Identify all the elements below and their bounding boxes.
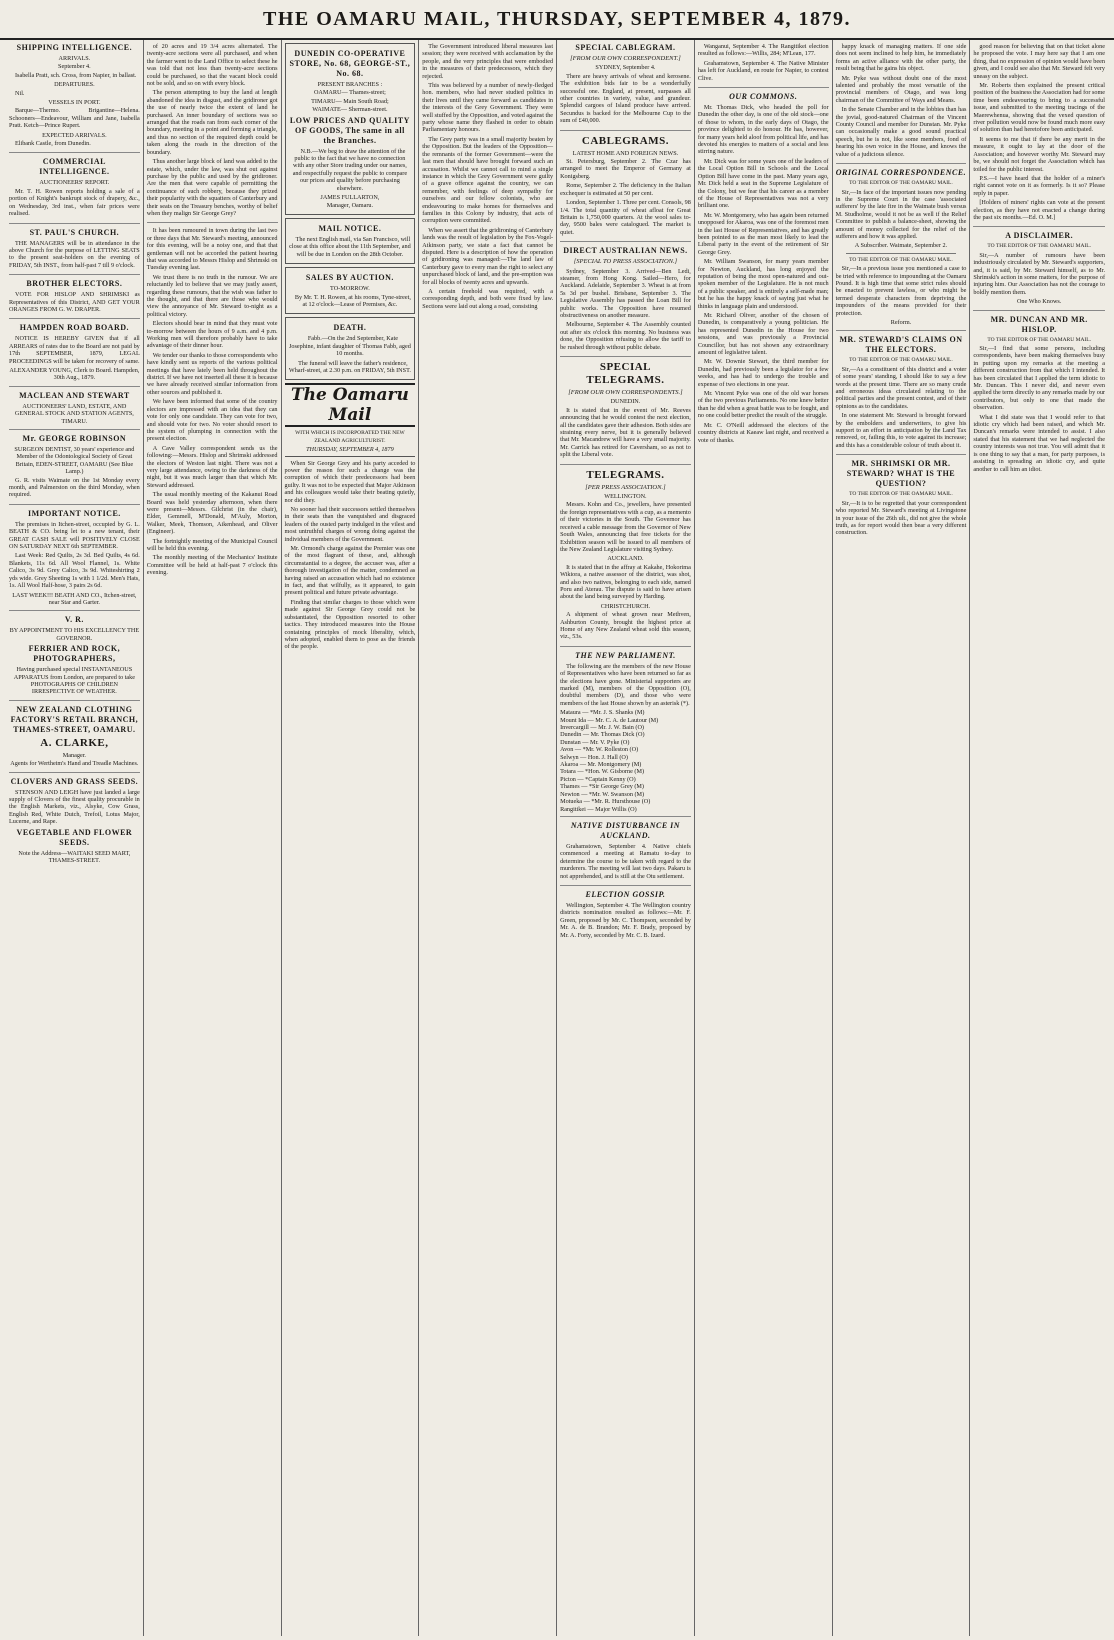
masthead-title: THE OAMARU MAIL, THURSDAY, SEPTEMBER 4, 1879. xyxy=(263,7,851,30)
hampden-heading: HAMPDEN ROAD BOARD. xyxy=(19,323,130,333)
appointment-text: BY APPOINTMENT TO HIS EXCELLENCY THE GOVERNOR. xyxy=(9,627,140,642)
vote-text: VOTE FOR HISLOP AND SHRIMSKI as Representatives of this District, AND GET YOUR ORANGES FROM G. W. DRAPER. xyxy=(9,291,140,313)
disclaimer-signature: One Who Knows. xyxy=(1016,298,1062,306)
member-entry: Mataura — *Mr. J. S. Shanks (M) xyxy=(560,709,645,717)
st-pauls-ad xyxy=(9,228,140,276)
election-results xyxy=(698,43,829,88)
robinson-ad xyxy=(9,434,140,505)
to-editor-2: TO THE EDITOR OF THE OAMARU MAIL. xyxy=(849,256,953,263)
direct-news xyxy=(560,246,691,357)
masthead xyxy=(0,0,1114,40)
vr-mark: V. R. xyxy=(64,615,84,625)
vessels-text: Barque—Thermo. Brigantine—Helena. Schooners—Endeavour, William and Jane, Isabella Pratt. Ketch—Prince Rupert. xyxy=(9,107,140,130)
special-cablegram xyxy=(560,43,691,131)
last-week-tail: LAST WEEK!!! BEATH AND CO., Itchen-street, near Star and Garter. xyxy=(12,591,137,606)
disclaimer xyxy=(973,231,1105,310)
vessels-heading: VESSELS IN PORT. xyxy=(48,99,101,107)
maclean-heading: MACLEAN AND STEWART xyxy=(19,390,130,400)
commons-para-7: Mr. Vincent Pyke was one of the old war horses of the two previous Parliaments. No one knew better than he did when a great battle was to be fought, and no one could better predict the result of the struggle. xyxy=(697,390,829,420)
result-para-2: Grahamstown, September 4. The Native Minister has left for Auckland, en route for Napier, to contest Clive. xyxy=(697,59,829,82)
letter-2: Sir,—In a previous issue you mentioned a case to be tried with reference to impounding at the Oamaru Pound. It is high time that some strict rules should be enacted to prevent lawless, or who might be termed desperate characters from depriving the impounders of the means provided for their protection. xyxy=(835,265,967,317)
special-telegrams-sub: [FROM OUR OWN CORRESPONDENTS.] xyxy=(568,389,683,396)
branch-oamaru: OAMARU— Thames-street; xyxy=(313,89,386,97)
coop-store-ad xyxy=(285,43,416,215)
dunedin-text: It is stated that in the event of Mr. Reeves announcing that he would contest the next election, all the candidates gave their adhesion. Both sides are straining every nerve, but it is generally believed that Mr. Macandrew will have a very small majority. Mr. Carrick has retired for Caversham, so as not to split the Liberal vote. xyxy=(560,406,691,459)
editorial-continued xyxy=(147,43,278,223)
seeds-ad xyxy=(9,777,140,869)
letter-4: Sir,—It is to be regretted that your correspondent who reported Mr. Steward's meeting at Livingstone in your issue of the 26th ult., did not give the whole truth, as for report would then bear a very different construction. xyxy=(835,499,967,537)
arrivals-date: September 4. xyxy=(58,63,91,71)
wellington-heading: WELLINGTON. xyxy=(604,493,647,501)
sales-notice xyxy=(285,267,416,314)
commons-para-4: Mr. William Swanson, for many years member for Newton, Auckland, has long enjoyed the reputation of being the most open-natured and out-spoken member of the Legislature. He is not much of a public speaker, and is entirely a self-made man; but he has the happy knack of saying just what he thinks in language plain and understood. xyxy=(697,258,829,310)
cable-text-3: London, September 1. Three per cent. Consols, 98 1/4. The total quantity of wheat afloat for Great Britain is 1,750,000 quarters. At the wool sales to-day, 9500 bales were catalogued. The market is quiet. xyxy=(560,199,691,236)
letter-3: Sir,—As a constituent of this district and a voter of some years' standing, I should like to say a few words at the present time. There are so many crude and erroneous ideas circulated relating to the political parties and the present contest, and of their opinions as to the candidates. xyxy=(835,365,967,410)
cable-text-1: St. Petersburg, September 2. The Czar has arranged to meet the Emperor of Germany at Konigsberg. xyxy=(560,158,691,180)
duncan-heading: MR. DUNCAN AND MR. HISLOP. xyxy=(990,314,1088,334)
result-para-1: Wanganui, September 4. The Rangitikei election resulted as follows:—Willis, 284; M'Lean, 177. xyxy=(697,43,829,58)
direct-heading: DIRECT AUSTRALIAN NEWS. xyxy=(563,246,688,256)
expected-heading: EXPECTED ARRIVALS. xyxy=(42,131,107,139)
member-entry: Mount Ida — Mr. C. A. de Lautour (M) xyxy=(560,716,659,724)
local-news xyxy=(147,227,278,581)
mail-notice-text: The next English mail, via San Francisco, will close at this office about the 11th September, and will be due in London on the 28th October. xyxy=(289,235,411,258)
commons-para-5: Mr. Richard Oliver, another of the chosen of Dunedin, is comparatively a young politician. He has represented Dunedin in the House for two sessions, and was previously a Provincial Councillor, but has not shown any extraordinary amount of legislative talent. xyxy=(697,312,829,357)
death-heading: DEATH. xyxy=(333,323,367,333)
to-editor-3: TO THE EDITOR OF THE OAMARU MAIL. xyxy=(849,357,953,364)
editorial-para-2: The person attempting to buy the land at length abandoned the idea in disgust, and the gridironer got the use of nearly twice the extent of land he purchased. An inner boundary of sections was so arranged that the roads ran from each corner of the boundary, meeting in a point and forming a triangle, and thus no section of the required depth could be taken along the roads in the direction of the boundary. xyxy=(146,89,278,156)
news-para-9: The monthly meeting of the Mechanics' Institute Committee will be held at half-past 7 o'clock this evening. xyxy=(146,554,278,577)
leader-article xyxy=(285,460,416,656)
letter-1: Sir,—In face of the important issues now pending in the Supreme Court in the case 'associated sufferers' by the late fire in the Waimate bush versus M. Studholme, would it not be as well if the Relief Committee to publish a balance-sheet, showing the amount of money collected for the relief of the sufferers and how it was applied. xyxy=(835,188,967,240)
editor-reply: [Holders of miners' rights can vote at the present election, as they have not enacted a change during the past six months.—Ed. O. M.] xyxy=(973,199,1105,221)
column-8 xyxy=(970,40,1108,1636)
cablegrams xyxy=(560,135,691,242)
maclean-ad xyxy=(9,391,140,430)
member-entry: Dunedin — Mr. Thomas Dick (O) xyxy=(560,731,645,739)
clarke-name: A. CLARKE, xyxy=(40,736,109,749)
special-telegrams-heading: SPECIAL TELEGRAMS. xyxy=(586,361,665,386)
disclaimer-text: Sir,—A number of rumours have been industriously circulated by Mr. Steward's supporters, and, it is said, by Mr. Steward himself, as to Mr. Shrimski's action in some matters, for the purpose of injuring him. Our Association has not the courage to boldly mention them. xyxy=(973,251,1105,296)
auckland-text: It is stated that in the affray at Kakahe, Hokorima Wikiora, a native assessor of the district, was shot, and also two natives, belonging to each side, named Poru and Aterau. The dispute is said to have arisen about the land being surveyed by Harding. xyxy=(560,563,691,601)
leader-para-5: The Government introduced liberal measures last session; they were received with acclamation by the people, and the very principles that were embodied in the measures of their predecessors, which they rejected. xyxy=(422,43,554,80)
member-entry: Akaroa — Mr. Montgomery (M) xyxy=(560,761,642,769)
fullarton-role: Manager, Oamaru. xyxy=(326,202,374,210)
member-entry: Newton — *Mr. W. Swanson (M) xyxy=(560,790,645,798)
death-notice xyxy=(285,317,416,380)
draper-ad xyxy=(9,279,140,319)
robinson-heading: Mr. GEORGE ROBINSON xyxy=(22,434,127,443)
column-4 xyxy=(419,40,557,1636)
clothing-ad xyxy=(9,705,140,773)
beath-ad xyxy=(9,509,140,611)
new-parliament xyxy=(560,651,691,817)
robinson-text: SURGEON DENTIST, 30 years' experience and Member of the Odontological Society of Great Britain, EDEN-STREET, OAMARU (See Blue Lamp.) xyxy=(14,446,135,476)
original-correspondence xyxy=(836,168,967,331)
commons-para-3: Mr. W. Montgomery, who has again been returned unopposed for Akaroa, was one of the foremost men in the last House of Representatives, and has greatly been pointed to as the man most likely to lead the Liberal party in the event of the retirement of Sir George Grey. xyxy=(697,211,829,256)
news-para-7: The usual monthly meeting of the Kakanui Road Board was held yesterday afternoon, when there were present—Messrs. Gilchrist (in the chair), Elder, Gemmell, M'Donald, M'Auly, Morton, Walker, Meek, Thomson, Aikenhead, and Oliver (Engineer). xyxy=(146,491,278,536)
our-commons-heading: OUR COMMONS. xyxy=(729,92,798,102)
departures-heading: DEPARTURES. xyxy=(54,81,95,89)
members-list xyxy=(560,709,691,813)
low-prices: LOW PRICES AND QUALITY OF GOODS, The same in all the Branches. xyxy=(289,115,410,145)
hampden-signature: ALEXANDER YOUNG, Clerk to Board. Hampden, 30th Aug., 1879. xyxy=(9,366,140,382)
arrivals-text: Isabella Pratt, sch. Cross, from Napier, in ballast. xyxy=(15,71,137,79)
editorial-para-1: of 20 acres and 19 3/4 acres alternated. The twenty-acre sections were all purchased, and when the farmer went to the Land Office to select these he was told that not less than twenty-acre sections could be purchased, so that the vacant block could not be sold, and so on with every block. xyxy=(146,43,278,88)
nameplate-subtitle: WITH WHICH IS INCORPORATED THE NEW ZEALAND AGRICULTURIST. xyxy=(295,430,405,444)
commons-para-2: Mr. Dick was for some years one of the leaders of the Local Option Bill in Schools and the Local Option Bill have come in the past. Many years ago, Mr. Dick held a seat in the Supreme Legislature of the Colony, but we fear that his career as a member of the House of Representatives was not a very brilliant one. xyxy=(697,157,829,210)
leader-para-3: Mr. Ormond's charge against the Premier was one of the most flagrant of these, and, although circumstantial to a degree, the accuser was, after a thorough investigation of the matter, condemned as having raised an accusation which had no existence in fact, and that wilfully, as it appeared, to gain present political and future private advantage. xyxy=(284,545,416,597)
commons-para-1: Mr. Thomas Dick, who headed the poll for Dunedin the other day, is one of the old stock—one of those to whom, in the early days of Otago, the province delighted to do honour. He has, however, for many years held aloof from political life, and has devoted his energies to matters of a social and less stirring nature. xyxy=(697,104,829,156)
clothing-heading: NEW ZEALAND CLOTHING FACTORY'S RETAIL BRANCH, THAMES-STREET, OAMARU. xyxy=(10,704,139,734)
leader-para-2: No sooner had their successors settled themselves in their seats than the vanquished and disgraced leaders of the ousted party indulged in the vilest and most untruthful charges of wrong doing against the individual members of the Government. xyxy=(284,506,416,543)
special-cablegram-sub: [FROM OUR OWN CORRESPONDENT.] xyxy=(570,55,681,62)
member-entry: Invercargill — Mr. J. W. Bain (O) xyxy=(560,724,644,732)
letters-continued xyxy=(973,43,1105,227)
auctioneers-heading: AUCTIONEERS' REPORT. xyxy=(39,179,110,187)
sales-heading: SALES BY AUCTION. xyxy=(305,273,394,283)
new-parliament-text: The following are the members of the new House of Representatives who have been returned so far as the elections have gone. Ministerial supporters are marked (M), members of the Opposition (O), doubtful members (D), and those who were members of the last House shown by an asterisk (*). xyxy=(560,662,691,707)
telegrams-heading: TELEGRAMS. xyxy=(586,468,665,481)
fullarton-name: JAMES FULLARTON, xyxy=(320,194,380,202)
news-para-1: It has been rumoured in town during the last two or three days that Mr. Steward's meeting, announced for this evening, will be a noisy one, and that that gentleman will not be accorded the patient hearing that was accorded to Messrs Hislop and Shrimski on Tuesday evening last. xyxy=(146,227,278,272)
new-parliament-heading: THE NEW PARLIAMENT. xyxy=(575,650,676,660)
auctioneers-text: Mr. T. H. Rowen reports holding a sale of a portion of Knight's bankrupt stock of drapery, &c., on Wednesday, 3rd inst., when fair prices were realised. xyxy=(9,187,140,218)
special-cablegram-loc: SYDNEY, September 4. xyxy=(595,64,656,72)
special-telegrams xyxy=(560,361,691,465)
ferrier-text: Having purchased special INSTANTANEOUS APPARATUS from London, are prepared to take PHOTOGRAPHS OF CHILDREN IRRESPECTIVE OF WEATHER. xyxy=(13,666,136,696)
nb-text: N.B.—We beg to draw the attention of the public to the fact that we have no connection with any other Store trading under our names, and respectfully request the public to compare our prices and quality before purchasing elsewhere. xyxy=(292,147,408,192)
brother-electors-heading: BROTHER ELECTORS. xyxy=(26,279,123,289)
direct-text-2: Melbourne, September 4. The Assembly counted out after six o'clock this morning. No business was done, the Opposition refusing to allow the tariff to be rushed through without public debate. xyxy=(560,321,691,351)
member-entry: Totara — *Hon. W. Gisborne (M) xyxy=(560,768,645,776)
last-week-list: Last Week: Red Quilts, 2s 3d. Bed Quilts, 4s 6d. Blankets, 11s 6d. All Wool Flannel, 1s. White Calico, 3s 9d. Grey Calico, 3s 9d. Whiteshirting 2 yds wide. Grey Sheeting 1s with 1 1/2d. Men's Hats, 1s. All Wool Half-hose, 3 pairs 2s 6d. xyxy=(9,552,140,590)
leader-para-4: Finding that similar charges to those which were made against Sir George Grey could not be substantiated, the Opposition resorted to other tactics. They introduced measures into the House containing principles of mock liberality, which, when adopted, enabled them to pose as the friends of the people. xyxy=(284,598,416,651)
letter-cont-3: It seems to me that if there be any merit in the measure, it ought to lay at the door of the Association; and however worthy Mr. Steward may be, we should not forget the Association which has toiled for the public interest. xyxy=(973,135,1105,173)
shipping-section xyxy=(9,43,140,153)
native-disturbance xyxy=(560,821,691,886)
news-para-5: We have been informed that some of the country electors are impressed with an idea that they can vote for only one candidate. They can vote for two, and should vote for two. No voter should resort to the system of plumping in connection with the present election. xyxy=(146,398,278,443)
letter-cont-2: Mr. Roberts then explained the present critical position of the business the Association had for some time been endeavouring to bring to a successful issue, and submitted to the meeting tracings of the Maerewhenua, showing that the vexed question of river pollution would now be found much more easy of solution than had heretofore been anticipated. xyxy=(973,82,1106,134)
cablegrams-heading: CABLEGRAMS. xyxy=(581,134,669,147)
commercial-section xyxy=(9,157,140,223)
mail-notice xyxy=(285,218,416,264)
branch-timaru: TIMARU— Main South Road; xyxy=(311,97,389,105)
news-para-8: The fortnightly meeting of the Municipal Council will be held this evening. xyxy=(146,537,278,552)
maclean-text: AUCTIONEERS' LAND, ESTATE, AND GENERAL STOCK AND STATION AGENTS, TIMARU. xyxy=(14,402,134,425)
leader-para-9: A certain freehold was required, with a corresponding depth, and both were fixed by law. Sections were laid out along a road, consisting xyxy=(422,288,554,310)
ferrier-ad xyxy=(9,615,140,700)
duncan-para-2: What I did state was that I would refer to that idiotic cry which had been raised, and which Mr. Duncan's remarks were intended to assist. I also stated that his statement that we had neglected the country interests was not true. You will admit that it is one thing to say that a man, for party purposes, is assisting in spreading an idiotic cry, and quite another to call him an idiot. xyxy=(973,413,1105,473)
death-funeral: The funeral will leave the father's residence, Wharf-street, at 2.30 p.m. on FRIDAY, 5th INST. xyxy=(288,359,411,374)
departures-text: Nil. xyxy=(15,89,25,97)
direct-text-1: Sydney, September 3. Arrived—Ben Ledi, steamer, from Hong Kong. Sailed—Hero, for Auckland. Adelaide, September 3. Wheat is at from 5s 3d per bushel. Brisbane, September 3. The Legislative Assembly has passed the Loan Bill for public works. The Opposition have resumed obstructiveness on another measure. xyxy=(560,267,691,319)
shrimski-or-steward xyxy=(836,459,967,541)
our-commons xyxy=(698,92,829,449)
robinson-note: G. R. visits Waimate on the 1st Monday every month, and Palmerston on the third Monday, when required. xyxy=(9,476,140,499)
special-cablegram-text: There are heavy arrivals of wheat and kerosene. The exhibition bids fair to be a wonderfully successful one. England, at present, surpasses all other countries in variety, value, and grandeur. Splendid cargoes of Island produce have arrived. Secundus is backed for the Melbourne Cup to the sum of £40,000. xyxy=(560,72,691,125)
st-pauls-heading: ST. PAUL'S CHURCH. xyxy=(29,227,120,237)
sales-text: By Mr. T. H. Rowen, at his rooms, Tyne-street, at 12 o'clock—Lease of Premises, &c. xyxy=(294,293,411,308)
paper-nameplate: The Oamaru Mail xyxy=(285,383,416,427)
clovers-heading: CLOVERS AND GRASS SEEDS. xyxy=(10,776,139,786)
letter-1-signature: A Subscriber. Waimate, September 2. xyxy=(854,242,948,250)
correspondence-heading: ORIGINAL CORRESPONDENCE. xyxy=(835,168,967,178)
dateline: THURSDAY, SEPTEMBER 4, 1879 xyxy=(285,446,416,456)
member-entry: Motueka — *Mr. R. Hursthouse (O) xyxy=(560,798,651,806)
columns xyxy=(6,40,1108,1636)
election-gossip xyxy=(560,890,691,944)
waitaki-address: Note the Address—WAITAKI SEED MART, THAMES-STREET. xyxy=(18,849,131,864)
disclaimer-heading: A DISCLAIMER. xyxy=(1005,231,1074,241)
arrivals-heading: ARRIVALS. xyxy=(58,55,91,62)
clarke-agents: Agents for Wertheim's Hand and Treadle Machines. xyxy=(10,760,139,768)
leader-para-6: This was believed by a number of newly-fledged hon. members, who had never studied politics in their lives until they came forward as candidates in the interests of the Grey Government. They were well stuffed by the Opposition, and voted against the party whose name they flashed in order to obtain Parliamentary honours. xyxy=(422,82,554,134)
christchurch-text: A shipment of wheat grown near Methven, Ashburton County, brought the highest price at Home of any New Zealand wheat sold this season, viz., 53s. xyxy=(560,611,691,641)
hampden-text: NOTICE IS HEREBY GIVEN that if all ARREARS of rates due to the Board are not paid by 17th SEPTEMBER, 1879, LEGAL PROCEEDINGS will be taken for recovery of same. xyxy=(9,335,140,365)
member-entry: Rangitikei — Major Willis (O) xyxy=(560,805,637,813)
telegrams-sub: [PER PRESS ASSOCIATION.] xyxy=(585,483,666,491)
native-text: Grahamstown, September 4. Native chiefs commenced a meeting at Ramatu to-day to determine the course to be taken with regard to the murderers. The meeting will last two days. Pakaru is not apprehended, and is still at the Otu settlement. xyxy=(560,842,691,880)
st-pauls-text: THE MANAGERS will be in attendance in the above Church for the purpose of LETTING SEATS to the present seat-holders on the evening of FRIDAY, 5th INST., from half-past 7 till 9 o'clock. xyxy=(9,239,140,269)
member-entry: Selwyn — Hon. J. Hall (O) xyxy=(560,753,628,761)
commons-cont-3: In the Senate Chamber and in the lobbies than has the jovial, good-natured Chairman of the Vincent County Council and member for Dunstan. Mr. Pyke can occasionally make a good sound practical speech, but he is not, like some members, fond of hearing his own voice in the House, and knows the value of a judicious silence. xyxy=(835,106,967,158)
to-editor-5: TO THE EDITOR OF THE OAMARU MAIL. xyxy=(987,243,1091,250)
news-para-6: A Cave Valley correspondent sends us the following:—Messrs. Hislop and Shrimski addressed the electors of Weston last night. There was not a very large attendance, owing to the darkness of the night, but it was much larger than that which Mr. Steward addressed. xyxy=(146,444,278,489)
letter-3b: In one statement Mr. Steward is brought forward by the embolders and underwriters, to give his support to an effort in anticipation by the Land Tax removed, or, failing this, to vote against its increase; and this has a considerable colour of truth about it. xyxy=(835,412,967,449)
news-para-2: We trust there is no truth in the rumour. We are reluctantly led to believe that we may justly assert, regarding these rumours, that the wish was father to the thought, and that there are those who would view the annoyance of Mr. Steward to-night as a political victory. xyxy=(146,273,278,318)
telegrams xyxy=(560,469,691,647)
auckland-heading: AUCKLAND. xyxy=(607,555,644,563)
letter-cont-1: good reason for believing that on that ticket alone he proposed the vote. I may here say that I am one thing, that no expression of opinion would have been given, and I could see also that Mr. Steward felt very uneasy on the subject. xyxy=(973,43,1105,80)
commercial-heading: COMMERCIAL INTELLIGENCE. xyxy=(39,157,110,177)
column-2 xyxy=(144,40,282,1636)
duncan-para-1: Sir,—I find that some persons, including correspondents, have been making themselves busy in putting upon my remarks at the meeting a different construction from that which I intended. It has been circulated that I applied the term idiotic to Mr. Duncan. This I never did, and never even applied the term directly to any remarks made by our contributors, but only to one that made the observation. xyxy=(973,345,1105,412)
divider xyxy=(846,253,957,254)
stewards-heading: MR. STEWARD'S CLAIMS ON THE ELECTORS. xyxy=(839,335,963,355)
column-1 xyxy=(6,40,144,1636)
commons-para-8: Mr. C. O'Neill addressed the electors of the country districts at Kaeaw last night, and received a vote of thanks. xyxy=(697,421,829,444)
vegetable-heading: VEGETABLE AND FLOWER SEEDS. xyxy=(16,827,133,847)
wellington-text: Messrs. Kohn and Co., jewellers, have presented the foreign representatives with a cup, as a memento of their victories in the South. The Governor has received a cable message from the Governor of New South Wales, announcing that free tickets for the Exhibition season will be issued to all members of the New Zealand Legislature visiting Sydney. xyxy=(560,501,691,553)
important-notice-heading: IMPORTANT NOTICE. xyxy=(27,508,121,518)
editorial-para-3: Thus another large block of land was added to the estate, which, under the law, was shut out against purchase by the public and used by the gridironer. Are the men that were capable of permitting the continuance of such robbery, because they prized their popularity with the squatters of Canterbury and their seats on the Treasury benches, worthy of belief when they malign Sir George Grey? xyxy=(146,158,278,217)
commons-cont-1: happy knack of managing matters. If one side does not seem inclined to help him, he immediately forms an active alliance with the other party, the result being that he gains his object. xyxy=(835,43,967,73)
shipping-heading: SHIPPING INTELLIGENCE. xyxy=(16,43,133,52)
commons-continued xyxy=(836,43,967,164)
member-entry: Avon — *Mr. W. Rolleston (O) xyxy=(560,746,639,754)
clarke-role: Manager. xyxy=(62,751,86,759)
branch-waimate: WAIMATE— Sherman-street. xyxy=(312,106,388,114)
leader-continued xyxy=(422,43,553,315)
expected-text: Elibank Castle, from Dunedin. xyxy=(15,140,91,148)
election-heading: ELECTION GOSSIP. xyxy=(585,889,666,899)
duncan-hislop xyxy=(973,315,1105,478)
sales-date: TO-MORROW. xyxy=(330,285,370,293)
leader-para-7: The Grey party was in a small majority beaten by the Opposition. But the leaders of the Opposition—the remnants of the former Government—were the last men that should have brought forward such an accusation. Whilst we cannot call to mind a single instance in which the Grey Government were guilty of a grave offence against the country, we can remember, with feelings of deep sympathy for ourselves and our fellow colonists, who are endeavouring to make homes for themselves and families in this Colony by industry, that acts of corruption were committed. xyxy=(422,135,554,225)
mail-notice-heading: MAIL NOTICE. xyxy=(318,223,382,233)
to-editor-6: TO THE EDITOR OF THE OAMARU MAIL. xyxy=(987,336,1091,343)
important-notice-text: The premises in Itchen-street, occupied by G. L. BEATH & CO. being let to a new tenant, their GREAT CASH SALE will POSITIVELY CLOSE ON SATURDAY NEXT 6th SEPTEMBER. xyxy=(9,520,140,551)
coop-heading: DUNEDIN CO-OPERATIVE STORE, No. 68, GEORGE-ST., No. 68. xyxy=(289,49,411,78)
commons-cont-2: Mr. Pyke was without doubt one of the most talented and probably the most versatile of the provincial members of Otago, and was long chairman of the Committee of Ways and Means. xyxy=(835,74,967,104)
shrimski-heading: MR. SHRIMSKI OR MR. STEWARD? WHAT IS THE QUESTION? xyxy=(846,459,956,489)
member-entry: Thames — *Sir George Grey (M) xyxy=(560,783,644,791)
commons-para-6: Mr. W. Downie Stewart, the third member for Dunedin, had previously been a legislator for a few weeks, and has had to undergo the trouble and expense of two elections in one year. xyxy=(697,358,829,388)
member-entry: Dunstan — Mr. V. Pyke (O) xyxy=(560,738,630,746)
news-para-3: Electors should bear in mind that they must vote to-morrow between the hours of 9 a.m. and 4 p.m. Working men will therefore probably have to take advantage of their dinner hour. xyxy=(146,320,278,350)
leader-para-8: When we assert that the gridironing of Canterbury lands was the result of legislation by the Fox-Vogel-Atkinson party, we state a fact that cannot be disputed. Here is a description of how the operation of gridironing was managed:—The land law of Canterbury gave to every man the right to select any unpurchased block of land, and the pre-emption was for all blocks of twenty acres and upwards. xyxy=(422,226,554,286)
special-cablegram-heading: SPECIAL CABLEGRAM. xyxy=(575,43,676,52)
direct-sub: [SPECIAL TO PRESS ASSOCIATION.] xyxy=(573,258,678,266)
election-text: Wellington, September 4. The Wellington country districts nomination resulted as follows:—Mr. F. Green, proposed by Mr. C. Thompson, seconded by Mr. A. de B. Brandon; Mr. F. Brady, proposed by Mr. A. Forty, seconded by Mr. C. B. Izard. xyxy=(560,901,691,939)
ferrier-heading: FERRIER AND ROCK, PHOTOGRAPHERS, xyxy=(28,644,121,664)
christchurch-heading: CHRISTCHURCH. xyxy=(600,602,651,610)
member-entry: Picton — *Captain Kenny (O) xyxy=(560,775,636,783)
news-para-4: We tender our thanks to those correspondents who have kindly sent us reports of the various political meetings that have lately been held throughout the district. If we have not inserted all these it is because we have already received similar information from other sources and published it. xyxy=(146,351,278,396)
letter-postscript: P.S.—I have heard that the holder of a miner's right cannot vote on it as formerly. Is it so? Please reply in paper. xyxy=(973,174,1105,197)
column-3 xyxy=(282,40,420,1636)
column-7 xyxy=(833,40,971,1636)
to-editor-1: TO THE EDITOR OF THE OAMARU MAIL. xyxy=(849,180,953,187)
death-text: Fabb.—On the 2nd September, Kate Josephine, infant daughter of Thomas Fabb, aged 10 months. xyxy=(288,335,411,358)
to-editor-4: TO THE EDITOR OF THE OAMARU MAIL. xyxy=(849,491,953,498)
hampden-ad xyxy=(9,323,140,386)
native-heading: NATIVE DISTURBANCE IN AUCKLAND. xyxy=(570,820,681,840)
cable-text-2: Rome, September 2. The deficiency in the Italian exchequer is estimated at 50 per cent. xyxy=(560,182,691,197)
cablegrams-sub: LATEST HOME AND FOREIGN NEWS. xyxy=(572,149,679,157)
leader-para-1: When Sir George Grey and his party acceded to power the reason for such a change was the corruption of which their predecessors had been guilty. It was not to be expected that Major Atkinson and his colleagues would take their beating quietly, nor did they. xyxy=(284,459,416,504)
branches-heading: PRESENT BRANCHES : xyxy=(317,81,383,88)
letter-2-signature: Reform. xyxy=(890,319,912,326)
column-6 xyxy=(695,40,833,1636)
stenson-text: STENSON AND LEIGH have just landed a large supply of Clovers of the finest quality procurable in the English Markets, viz., Alsyke, Cow Grass, English Red, White Dutch, Trefoil, Lotus Major, Lucerne, and Rape. xyxy=(9,788,140,826)
column-5 xyxy=(557,40,695,1636)
stewards-claims xyxy=(836,335,967,455)
dunedin-heading: DUNEDIN. xyxy=(610,398,641,406)
